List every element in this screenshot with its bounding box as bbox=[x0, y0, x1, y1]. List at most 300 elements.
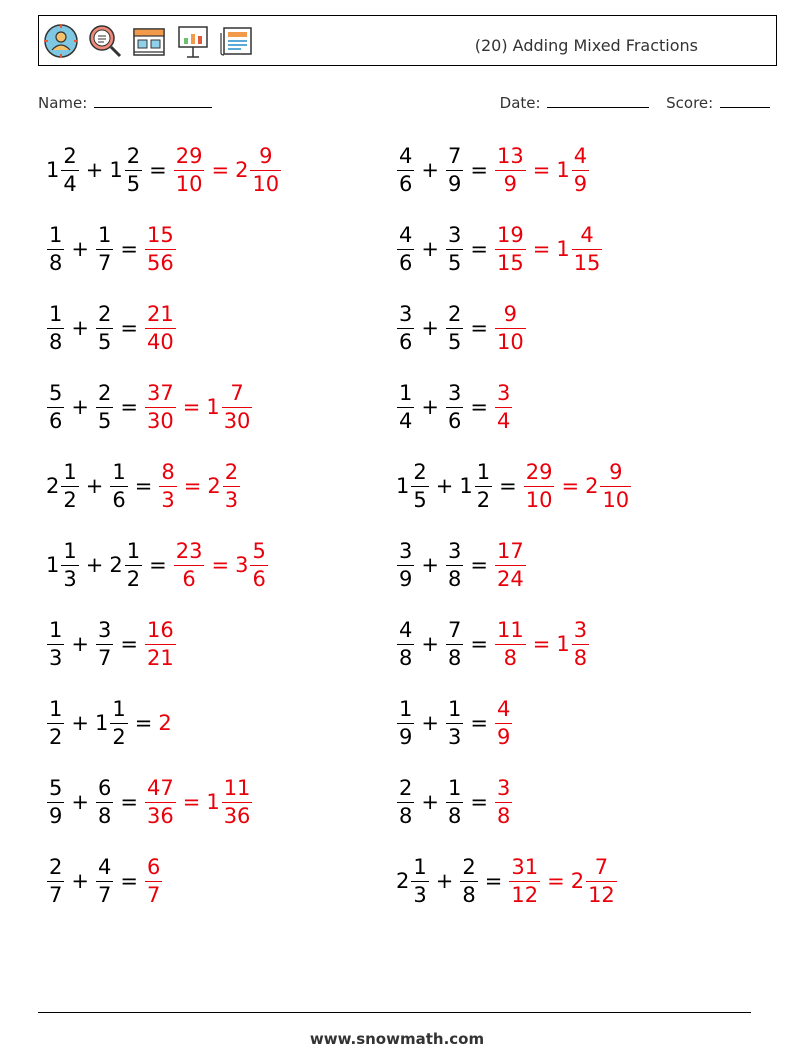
problem-item bbox=[46, 849, 163, 913]
answer bbox=[523, 459, 632, 514]
denominator: 3 bbox=[161, 487, 175, 512]
answer-fraction bbox=[144, 222, 177, 277]
equals-sign: = bbox=[134, 474, 153, 498]
denominator: 24 bbox=[496, 566, 524, 591]
equals-sign: = bbox=[182, 790, 201, 814]
whole-number: 2 bbox=[207, 474, 221, 498]
answer bbox=[144, 301, 177, 356]
denominator: 5 bbox=[447, 329, 462, 354]
fraction bbox=[446, 301, 463, 356]
fraction bbox=[47, 617, 64, 672]
plus-sign: + bbox=[421, 632, 439, 656]
denominator: 7 bbox=[97, 882, 112, 907]
numerator: 31 bbox=[511, 854, 539, 879]
addend-b bbox=[95, 617, 114, 672]
footer-url: www.snowmath.com bbox=[309, 1030, 485, 1048]
denominator: 2 bbox=[126, 566, 141, 591]
denominator: 9 bbox=[503, 171, 518, 196]
denominator: 6 bbox=[182, 566, 196, 591]
answer bbox=[144, 775, 253, 830]
whole-number: 1 bbox=[46, 158, 60, 182]
denominator: 6 bbox=[399, 171, 413, 196]
fraction bbox=[446, 775, 463, 830]
problem-item bbox=[46, 533, 269, 597]
answer-mixed-number bbox=[556, 222, 603, 277]
equals-sign: = bbox=[484, 869, 503, 893]
fraction bbox=[572, 617, 589, 672]
addend-a bbox=[46, 617, 65, 672]
numerator: 17 bbox=[496, 538, 524, 563]
numerator: 7 bbox=[447, 143, 462, 168]
addend-a bbox=[396, 301, 415, 356]
fraction bbox=[250, 538, 267, 593]
numerator: 2 bbox=[462, 854, 476, 879]
denominator: 9 bbox=[399, 724, 413, 749]
numerator: 9 bbox=[503, 301, 518, 326]
denominator: 8 bbox=[97, 803, 112, 828]
fraction bbox=[145, 380, 176, 435]
denominator: 4 bbox=[63, 171, 77, 196]
fraction bbox=[397, 617, 414, 672]
answer bbox=[494, 143, 590, 198]
numerator: 11 bbox=[223, 775, 251, 800]
fraction bbox=[397, 775, 414, 830]
answer-mixed-number bbox=[207, 459, 241, 514]
header-icons bbox=[43, 23, 255, 59]
addend-a bbox=[46, 459, 80, 514]
answer-mixed-number bbox=[206, 775, 253, 830]
problem-item bbox=[46, 612, 177, 676]
numerator: 1 bbox=[413, 854, 427, 879]
answer-fraction bbox=[144, 380, 177, 435]
problem-item bbox=[46, 770, 253, 834]
answer bbox=[508, 854, 617, 909]
fraction bbox=[47, 854, 64, 909]
denominator: 2 bbox=[63, 487, 77, 512]
plus-sign: + bbox=[71, 869, 89, 893]
denominator: 8 bbox=[573, 645, 588, 670]
book-magnifier-icon bbox=[87, 23, 123, 59]
problem-item bbox=[396, 375, 513, 439]
fraction bbox=[47, 380, 64, 435]
answer bbox=[494, 775, 513, 830]
fraction bbox=[145, 775, 176, 830]
numerator: 4 bbox=[399, 222, 413, 247]
fraction bbox=[47, 222, 64, 277]
fraction bbox=[174, 143, 205, 198]
whole-number: 3 bbox=[235, 553, 249, 577]
numerator: 1 bbox=[49, 222, 63, 247]
equals-sign: = bbox=[182, 395, 201, 419]
fraction bbox=[446, 222, 463, 277]
problem-item bbox=[396, 849, 618, 913]
equals-sign: = bbox=[120, 316, 138, 340]
fraction bbox=[397, 301, 414, 356]
date-label: Date: bbox=[499, 94, 541, 112]
addend-b bbox=[95, 222, 114, 277]
fraction bbox=[145, 854, 162, 909]
fraction bbox=[446, 617, 463, 672]
plus-sign: + bbox=[421, 316, 439, 340]
fraction bbox=[61, 143, 78, 198]
fraction bbox=[159, 459, 176, 514]
person-target-icon bbox=[43, 23, 79, 59]
fraction bbox=[572, 222, 603, 277]
numerator: 1 bbox=[399, 696, 413, 721]
numerator: 9 bbox=[609, 459, 623, 484]
numerator: 6 bbox=[97, 775, 112, 800]
addend-b bbox=[445, 696, 464, 751]
footer-divider bbox=[38, 1012, 751, 1013]
denominator: 9 bbox=[496, 724, 511, 749]
denominator: 8 bbox=[447, 645, 462, 670]
denominator: 6 bbox=[112, 487, 126, 512]
numerator: 4 bbox=[399, 143, 413, 168]
score-label: Score: bbox=[666, 94, 714, 112]
equals-sign: = bbox=[211, 553, 230, 577]
denominator: 12 bbox=[511, 882, 539, 907]
fraction bbox=[495, 696, 512, 751]
addend-a bbox=[46, 222, 65, 277]
addend-a bbox=[396, 696, 415, 751]
denominator: 36 bbox=[146, 803, 174, 828]
storefront-icon bbox=[131, 23, 167, 59]
fraction bbox=[600, 459, 631, 514]
numerator: 3 bbox=[399, 538, 413, 563]
fraction bbox=[145, 301, 176, 356]
plus-sign: + bbox=[421, 711, 439, 735]
fraction bbox=[572, 143, 589, 198]
denominator: 10 bbox=[175, 171, 203, 196]
numerator: 21 bbox=[146, 301, 174, 326]
addend-a bbox=[396, 617, 415, 672]
problem-item bbox=[46, 296, 177, 360]
problem-item bbox=[46, 138, 282, 202]
numerator: 3 bbox=[399, 301, 413, 326]
name-blank bbox=[94, 93, 212, 108]
fraction bbox=[222, 380, 253, 435]
whole-number: 2 bbox=[109, 553, 123, 577]
denominator: 4 bbox=[496, 408, 511, 433]
equals-sign: = bbox=[183, 474, 202, 498]
equals-sign: = bbox=[120, 395, 138, 419]
denominator: 3 bbox=[413, 882, 427, 907]
numerator: 5 bbox=[49, 775, 63, 800]
numerator: 1 bbox=[112, 459, 126, 484]
name-field bbox=[38, 93, 212, 112]
plus-sign: + bbox=[71, 711, 89, 735]
fraction bbox=[96, 854, 113, 909]
numerator: 2 bbox=[447, 301, 462, 326]
answer-fraction bbox=[494, 696, 513, 751]
numerator: 1 bbox=[97, 222, 112, 247]
equals-sign: = bbox=[532, 237, 551, 261]
addend-a bbox=[396, 775, 415, 830]
plus-sign: + bbox=[421, 237, 439, 261]
whole-number: 1 bbox=[556, 158, 570, 182]
worksheet-header bbox=[38, 15, 777, 66]
answer-fraction bbox=[494, 617, 527, 672]
addend-b bbox=[109, 538, 143, 593]
denominator: 36 bbox=[223, 803, 251, 828]
whole-number: 1 bbox=[109, 158, 123, 182]
plus-sign: + bbox=[85, 158, 104, 182]
whole-number: 2 bbox=[158, 711, 172, 735]
denominator: 6 bbox=[252, 566, 266, 591]
fraction bbox=[61, 538, 78, 593]
numerator: 47 bbox=[146, 775, 174, 800]
problem-item bbox=[396, 217, 603, 281]
numerator: 7 bbox=[594, 854, 609, 879]
addend-a bbox=[396, 538, 415, 593]
numerator: 29 bbox=[175, 143, 203, 168]
denominator: 40 bbox=[146, 329, 174, 354]
fraction bbox=[397, 696, 414, 751]
denominator: 5 bbox=[126, 171, 141, 196]
denominator: 8 bbox=[447, 566, 462, 591]
plus-sign: + bbox=[421, 553, 439, 577]
denominator: 5 bbox=[97, 329, 112, 354]
problem-item bbox=[396, 138, 590, 202]
denominator: 9 bbox=[49, 803, 63, 828]
denominator: 3 bbox=[224, 487, 239, 512]
answer-fraction bbox=[494, 775, 513, 830]
fraction bbox=[47, 696, 64, 751]
denominator: 12 bbox=[588, 882, 615, 907]
answer bbox=[144, 380, 253, 435]
problem-item bbox=[396, 296, 527, 360]
addend-a bbox=[46, 301, 65, 356]
denominator: 7 bbox=[146, 882, 161, 907]
answer bbox=[144, 854, 163, 909]
denominator: 2 bbox=[476, 487, 491, 512]
equals-sign: = bbox=[149, 158, 167, 182]
problem-item bbox=[46, 217, 177, 281]
numerator: 1 bbox=[476, 459, 491, 484]
numerator: 5 bbox=[49, 380, 63, 405]
whole-number: 2 bbox=[570, 869, 585, 893]
equals-sign: = bbox=[532, 632, 551, 656]
fraction bbox=[495, 301, 526, 356]
answer-fraction bbox=[173, 143, 206, 198]
answer-fraction bbox=[173, 538, 206, 593]
numerator: 2 bbox=[63, 143, 77, 168]
addend-b bbox=[445, 538, 464, 593]
denominator: 8 bbox=[503, 645, 518, 670]
equals-sign: = bbox=[470, 790, 488, 814]
date-score-fields bbox=[500, 93, 770, 112]
fraction bbox=[96, 617, 113, 672]
numerator: 3 bbox=[447, 538, 462, 563]
numerator: 1 bbox=[112, 696, 126, 721]
numerator: 2 bbox=[399, 775, 413, 800]
denominator: 2 bbox=[49, 724, 63, 749]
numerator: 2 bbox=[224, 459, 239, 484]
addend-a bbox=[396, 143, 415, 198]
fraction bbox=[586, 854, 617, 909]
denominator: 5 bbox=[413, 487, 427, 512]
equals-sign: = bbox=[470, 316, 488, 340]
answer bbox=[494, 696, 513, 751]
fraction bbox=[397, 222, 414, 277]
numerator: 4 bbox=[580, 222, 594, 247]
numerator: 3 bbox=[97, 617, 112, 642]
equals-sign: = bbox=[470, 237, 488, 261]
answer bbox=[144, 222, 177, 277]
whole-number: 2 bbox=[46, 474, 60, 498]
fraction bbox=[475, 459, 492, 514]
fraction bbox=[397, 538, 414, 593]
denominator: 4 bbox=[399, 408, 413, 433]
numerator: 2 bbox=[413, 459, 427, 484]
denominator: 10 bbox=[252, 171, 280, 196]
fraction bbox=[411, 854, 428, 909]
equals-sign: = bbox=[470, 553, 488, 577]
denominator: 6 bbox=[49, 408, 63, 433]
denominator: 8 bbox=[496, 803, 511, 828]
numerator: 1 bbox=[63, 459, 77, 484]
problem-item bbox=[396, 612, 590, 676]
numerator: 29 bbox=[525, 459, 553, 484]
answer bbox=[158, 711, 172, 735]
addend-a bbox=[46, 538, 80, 593]
numerator: 37 bbox=[146, 380, 174, 405]
fraction bbox=[96, 775, 113, 830]
answer-fraction bbox=[494, 380, 513, 435]
numerator: 3 bbox=[447, 380, 462, 405]
addend-b bbox=[445, 617, 464, 672]
fraction bbox=[495, 143, 526, 198]
fraction bbox=[397, 143, 414, 198]
answer-fraction bbox=[494, 301, 527, 356]
addend-b bbox=[445, 301, 464, 356]
denominator: 9 bbox=[399, 566, 413, 591]
equals-sign: = bbox=[499, 474, 517, 498]
plus-sign: + bbox=[435, 869, 454, 893]
numerator: 6 bbox=[146, 854, 161, 879]
addend-a bbox=[46, 775, 65, 830]
numerator: 3 bbox=[496, 380, 511, 405]
answer-fraction bbox=[144, 617, 177, 672]
denominator: 2 bbox=[112, 724, 126, 749]
answer-fraction bbox=[144, 854, 163, 909]
plus-sign: + bbox=[71, 237, 89, 261]
equals-sign: = bbox=[470, 711, 488, 735]
numerator: 1 bbox=[447, 696, 462, 721]
problem-item bbox=[46, 375, 253, 439]
denominator: 6 bbox=[447, 408, 462, 433]
fraction bbox=[495, 222, 526, 277]
denominator: 3 bbox=[49, 645, 63, 670]
answer-mixed-number bbox=[585, 459, 632, 514]
answer-mixed-number bbox=[235, 143, 282, 198]
denominator: 6 bbox=[399, 329, 413, 354]
addend-b bbox=[445, 222, 464, 277]
addend-b bbox=[445, 380, 464, 435]
numerator: 7 bbox=[447, 617, 462, 642]
whole-number: 1 bbox=[94, 711, 109, 735]
plus-sign: + bbox=[421, 158, 439, 182]
answer bbox=[494, 380, 513, 435]
denominator: 7 bbox=[49, 882, 63, 907]
fraction bbox=[495, 380, 512, 435]
fraction bbox=[446, 380, 463, 435]
denominator: 8 bbox=[399, 803, 413, 828]
numerator: 1 bbox=[49, 696, 63, 721]
answer-fraction bbox=[494, 538, 527, 593]
fraction bbox=[47, 301, 64, 356]
problem-item bbox=[46, 454, 241, 518]
numerator: 2 bbox=[49, 854, 63, 879]
denominator: 30 bbox=[146, 408, 174, 433]
addend-b bbox=[95, 380, 114, 435]
answer-mixed-number bbox=[206, 380, 253, 435]
numerator: 4 bbox=[496, 696, 511, 721]
equals-sign: = bbox=[561, 474, 580, 498]
answer-mixed-number bbox=[571, 854, 618, 909]
denominator: 10 bbox=[496, 329, 524, 354]
numerator: 2 bbox=[126, 143, 141, 168]
answer bbox=[144, 617, 177, 672]
fraction bbox=[446, 696, 463, 751]
whole-number: 1 bbox=[556, 237, 570, 261]
addend-b bbox=[109, 459, 128, 514]
denominator: 10 bbox=[525, 487, 553, 512]
numerator: 1 bbox=[49, 617, 63, 642]
whole-number: 2 bbox=[235, 158, 249, 182]
equals-sign: = bbox=[211, 158, 230, 182]
numerator: 3 bbox=[573, 617, 588, 642]
answer-fraction bbox=[144, 301, 177, 356]
denominator: 8 bbox=[399, 645, 413, 670]
addend-a bbox=[396, 222, 415, 277]
equals-sign: = bbox=[120, 237, 138, 261]
fraction bbox=[222, 775, 253, 830]
fraction bbox=[495, 617, 526, 672]
numerator: 3 bbox=[447, 222, 462, 247]
denominator: 3 bbox=[447, 724, 462, 749]
fraction bbox=[145, 617, 176, 672]
whole-number: 2 bbox=[585, 474, 599, 498]
fraction bbox=[446, 538, 463, 593]
problem-item bbox=[46, 691, 173, 755]
answer-fraction bbox=[158, 711, 172, 735]
answer-fraction bbox=[144, 775, 177, 830]
addend-a bbox=[46, 854, 65, 909]
problem-item bbox=[396, 691, 513, 755]
numerator: 11 bbox=[496, 617, 524, 642]
plus-sign: + bbox=[71, 632, 89, 656]
answer bbox=[494, 617, 590, 672]
denominator: 8 bbox=[49, 250, 63, 275]
numerator: 16 bbox=[146, 617, 174, 642]
denominator: 8 bbox=[462, 882, 476, 907]
fraction bbox=[125, 538, 142, 593]
answer-fraction bbox=[508, 854, 541, 909]
plus-sign: + bbox=[71, 395, 89, 419]
addend-b bbox=[95, 775, 114, 830]
plus-sign: + bbox=[421, 790, 439, 814]
answer-fraction bbox=[523, 459, 556, 514]
equals-sign: = bbox=[532, 158, 551, 182]
whole-number: 2 bbox=[396, 869, 410, 893]
fraction bbox=[110, 696, 127, 751]
addend-b bbox=[445, 775, 464, 830]
numerator: 23 bbox=[175, 538, 203, 563]
addend-b bbox=[95, 854, 114, 909]
denominator: 15 bbox=[496, 250, 524, 275]
plus-sign: + bbox=[421, 395, 439, 419]
